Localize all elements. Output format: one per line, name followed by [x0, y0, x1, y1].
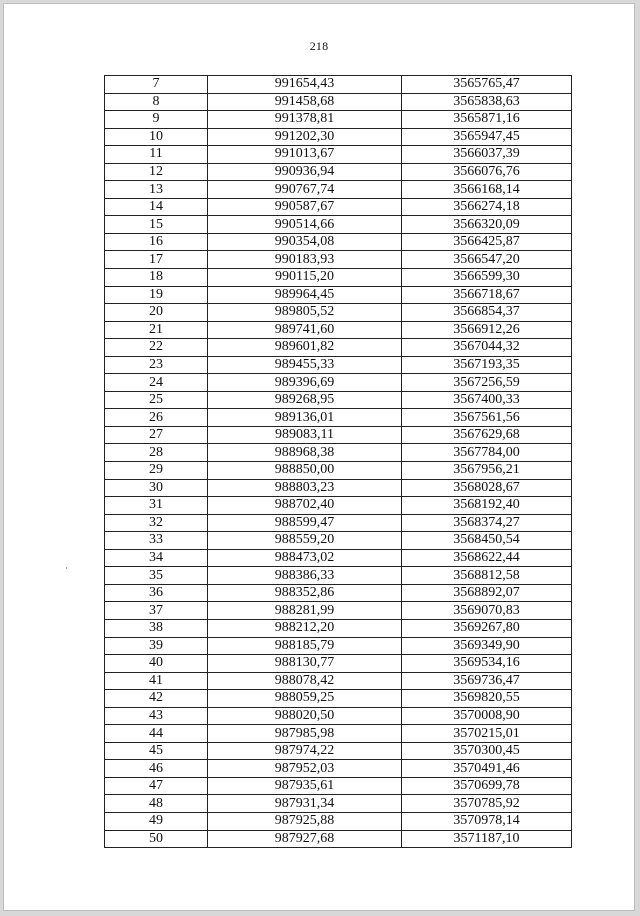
table-row [105, 426, 572, 444]
y-coordinate-cell: 3568028,67 [402, 479, 572, 497]
x-coordinate-cell: 988702,40 [208, 497, 402, 515]
table-row [105, 269, 572, 287]
x-coordinate-cell: 990115,20 [208, 269, 402, 287]
x-coordinate-cell: 988386,33 [208, 567, 402, 585]
point-number-cell: 10 [105, 128, 208, 146]
point-number-cell: 44 [105, 725, 208, 743]
page-number: 218 [309, 39, 329, 53]
x-coordinate-cell: 989268,95 [208, 391, 402, 409]
table-row [105, 76, 572, 94]
x-coordinate-cell: 988059,25 [208, 690, 402, 708]
table-row [105, 444, 572, 462]
table-row [105, 304, 572, 322]
y-coordinate-cell: 3568622,44 [402, 549, 572, 567]
table-row [105, 742, 572, 760]
point-number-cell: 7 [105, 76, 208, 94]
point-number-cell: 13 [105, 181, 208, 199]
y-coordinate-cell: 3569070,83 [402, 602, 572, 620]
x-coordinate-cell: 991013,67 [208, 146, 402, 164]
table-row [105, 146, 572, 164]
point-number-cell: 47 [105, 777, 208, 795]
point-number-cell: 28 [105, 444, 208, 462]
point-number-cell: 16 [105, 233, 208, 251]
x-coordinate-cell: 989083,11 [208, 426, 402, 444]
point-number-cell: 25 [105, 391, 208, 409]
table-row [105, 497, 572, 515]
table-row [105, 725, 572, 743]
y-coordinate-cell: 3567784,00 [402, 444, 572, 462]
y-coordinate-cell: 3566076,76 [402, 163, 572, 181]
point-number-cell: 23 [105, 356, 208, 374]
table-row [105, 532, 572, 550]
x-coordinate-cell: 989136,01 [208, 409, 402, 427]
table-row [105, 251, 572, 269]
table-row [105, 462, 572, 480]
x-coordinate-cell: 987927,68 [208, 830, 402, 848]
coordinates-table-body [105, 76, 572, 848]
y-coordinate-cell: 3568450,54 [402, 532, 572, 550]
x-coordinate-cell: 990936,94 [208, 163, 402, 181]
x-coordinate-cell: 988473,02 [208, 549, 402, 567]
point-number-cell: 30 [105, 479, 208, 497]
table-row [105, 830, 572, 848]
x-coordinate-cell: 988020,50 [208, 707, 402, 725]
point-number-cell: 19 [105, 286, 208, 304]
y-coordinate-cell: 3567956,21 [402, 462, 572, 480]
point-number-cell: 29 [105, 462, 208, 480]
y-coordinate-cell: 3567561,56 [402, 409, 572, 427]
x-coordinate-cell: 990354,08 [208, 233, 402, 251]
y-coordinate-cell: 3570008,90 [402, 707, 572, 725]
y-coordinate-cell: 3566718,67 [402, 286, 572, 304]
x-coordinate-cell: 988803,23 [208, 479, 402, 497]
point-number-cell: 14 [105, 198, 208, 216]
x-coordinate-cell: 988352,86 [208, 584, 402, 602]
point-number-cell: 36 [105, 584, 208, 602]
y-coordinate-cell: 3569349,90 [402, 637, 572, 655]
x-coordinate-cell: 987931,34 [208, 795, 402, 813]
y-coordinate-cell: 3566037,39 [402, 146, 572, 164]
table-row [105, 198, 572, 216]
x-coordinate-cell: 991654,43 [208, 76, 402, 94]
point-number-cell: 43 [105, 707, 208, 725]
x-coordinate-cell: 988281,99 [208, 602, 402, 620]
x-coordinate-cell: 988130,77 [208, 655, 402, 673]
table-row [105, 567, 572, 585]
table-row [105, 339, 572, 357]
table-row [105, 549, 572, 567]
point-number-cell: 34 [105, 549, 208, 567]
x-coordinate-cell: 989805,52 [208, 304, 402, 322]
x-coordinate-cell: 990587,67 [208, 198, 402, 216]
x-coordinate-cell: 990514,66 [208, 216, 402, 234]
point-number-cell: 31 [105, 497, 208, 515]
x-coordinate-cell: 991378,81 [208, 111, 402, 129]
table-row [105, 777, 572, 795]
point-number-cell: 24 [105, 374, 208, 392]
y-coordinate-cell: 3570215,01 [402, 725, 572, 743]
point-number-cell: 18 [105, 269, 208, 287]
y-coordinate-cell: 3566854,37 [402, 304, 572, 322]
x-coordinate-cell: 989601,82 [208, 339, 402, 357]
y-coordinate-cell: 3567256,59 [402, 374, 572, 392]
table-row [105, 321, 572, 339]
x-coordinate-cell: 988968,38 [208, 444, 402, 462]
table-row [105, 233, 572, 251]
y-coordinate-cell: 3570699,78 [402, 777, 572, 795]
point-number-cell: 41 [105, 672, 208, 690]
x-coordinate-cell: 989964,45 [208, 286, 402, 304]
table-row [105, 286, 572, 304]
table-row [105, 672, 572, 690]
x-coordinate-cell: 991202,30 [208, 128, 402, 146]
table-row [105, 356, 572, 374]
y-coordinate-cell: 3571187,10 [402, 830, 572, 848]
table-row [105, 584, 572, 602]
document-page [3, 3, 635, 911]
x-coordinate-cell: 990767,74 [208, 181, 402, 199]
table-row [105, 374, 572, 392]
x-coordinate-cell: 988212,20 [208, 619, 402, 637]
table-row [105, 181, 572, 199]
table-row [105, 690, 572, 708]
point-number-cell: 15 [105, 216, 208, 234]
point-number-cell: 22 [105, 339, 208, 357]
x-coordinate-cell: 987952,03 [208, 760, 402, 778]
table-row [105, 812, 572, 830]
table-row [105, 111, 572, 129]
y-coordinate-cell: 3566168,14 [402, 181, 572, 199]
point-number-cell: 9 [105, 111, 208, 129]
point-number-cell: 21 [105, 321, 208, 339]
y-coordinate-cell: 3566425,87 [402, 233, 572, 251]
point-number-cell: 45 [105, 742, 208, 760]
point-number-cell: 38 [105, 619, 208, 637]
y-coordinate-cell: 3566547,20 [402, 251, 572, 269]
y-coordinate-cell: 3565765,47 [402, 76, 572, 94]
y-coordinate-cell: 3567629,68 [402, 426, 572, 444]
x-coordinate-cell: 988078,42 [208, 672, 402, 690]
y-coordinate-cell: 3570491,46 [402, 760, 572, 778]
y-coordinate-cell: 3569736,47 [402, 672, 572, 690]
point-number-cell: 26 [105, 409, 208, 427]
point-number-cell: 42 [105, 690, 208, 708]
y-coordinate-cell: 3567400,33 [402, 391, 572, 409]
margin-mark [66, 567, 67, 569]
table-row [105, 128, 572, 146]
y-coordinate-cell: 3568892,07 [402, 584, 572, 602]
table-row [105, 602, 572, 620]
y-coordinate-cell: 3565838,63 [402, 93, 572, 111]
y-coordinate-cell: 3570300,45 [402, 742, 572, 760]
y-coordinate-cell: 3566599,30 [402, 269, 572, 287]
table-row [105, 795, 572, 813]
table-row [105, 707, 572, 725]
x-coordinate-cell: 989741,60 [208, 321, 402, 339]
table-row [105, 514, 572, 532]
point-number-cell: 32 [105, 514, 208, 532]
x-coordinate-cell: 988559,20 [208, 532, 402, 550]
x-coordinate-cell: 988185,79 [208, 637, 402, 655]
y-coordinate-cell: 3567193,35 [402, 356, 572, 374]
point-number-cell: 37 [105, 602, 208, 620]
x-coordinate-cell: 987974,22 [208, 742, 402, 760]
point-number-cell: 39 [105, 637, 208, 655]
y-coordinate-cell: 3566912,26 [402, 321, 572, 339]
point-number-cell: 33 [105, 532, 208, 550]
y-coordinate-cell: 3569820,55 [402, 690, 572, 708]
x-coordinate-cell: 987985,98 [208, 725, 402, 743]
table-row [105, 216, 572, 234]
x-coordinate-cell: 988599,47 [208, 514, 402, 532]
y-coordinate-cell: 3568374,27 [402, 514, 572, 532]
point-number-cell: 12 [105, 163, 208, 181]
x-coordinate-cell: 989396,69 [208, 374, 402, 392]
point-number-cell: 35 [105, 567, 208, 585]
y-coordinate-cell: 3566320,09 [402, 216, 572, 234]
table-row [105, 409, 572, 427]
x-coordinate-cell: 991458,68 [208, 93, 402, 111]
table-row [105, 479, 572, 497]
y-coordinate-cell: 3565871,16 [402, 111, 572, 129]
point-number-cell: 48 [105, 795, 208, 813]
y-coordinate-cell: 3570785,92 [402, 795, 572, 813]
point-number-cell: 46 [105, 760, 208, 778]
table-row [105, 93, 572, 111]
table-row [105, 391, 572, 409]
point-number-cell: 50 [105, 830, 208, 848]
point-number-cell: 8 [105, 93, 208, 111]
table-row [105, 637, 572, 655]
point-number-cell: 11 [105, 146, 208, 164]
y-coordinate-cell: 3569267,80 [402, 619, 572, 637]
point-number-cell: 49 [105, 812, 208, 830]
x-coordinate-cell: 990183,93 [208, 251, 402, 269]
y-coordinate-cell: 3568812,58 [402, 567, 572, 585]
y-coordinate-cell: 3566274,18 [402, 198, 572, 216]
point-number-cell: 20 [105, 304, 208, 322]
point-number-cell: 17 [105, 251, 208, 269]
point-number-cell: 40 [105, 655, 208, 673]
y-coordinate-cell: 3567044,32 [402, 339, 572, 357]
y-coordinate-cell: 3569534,16 [402, 655, 572, 673]
x-coordinate-cell: 987935,61 [208, 777, 402, 795]
table-row [105, 655, 572, 673]
y-coordinate-cell: 3568192,40 [402, 497, 572, 515]
point-number-cell: 27 [105, 426, 208, 444]
table-row [105, 619, 572, 637]
x-coordinate-cell: 988850,00 [208, 462, 402, 480]
coordinates-table [104, 75, 572, 848]
y-coordinate-cell: 3565947,45 [402, 128, 572, 146]
y-coordinate-cell: 3570978,14 [402, 812, 572, 830]
table-row [105, 163, 572, 181]
table-row [105, 760, 572, 778]
x-coordinate-cell: 989455,33 [208, 356, 402, 374]
x-coordinate-cell: 987925,88 [208, 812, 402, 830]
